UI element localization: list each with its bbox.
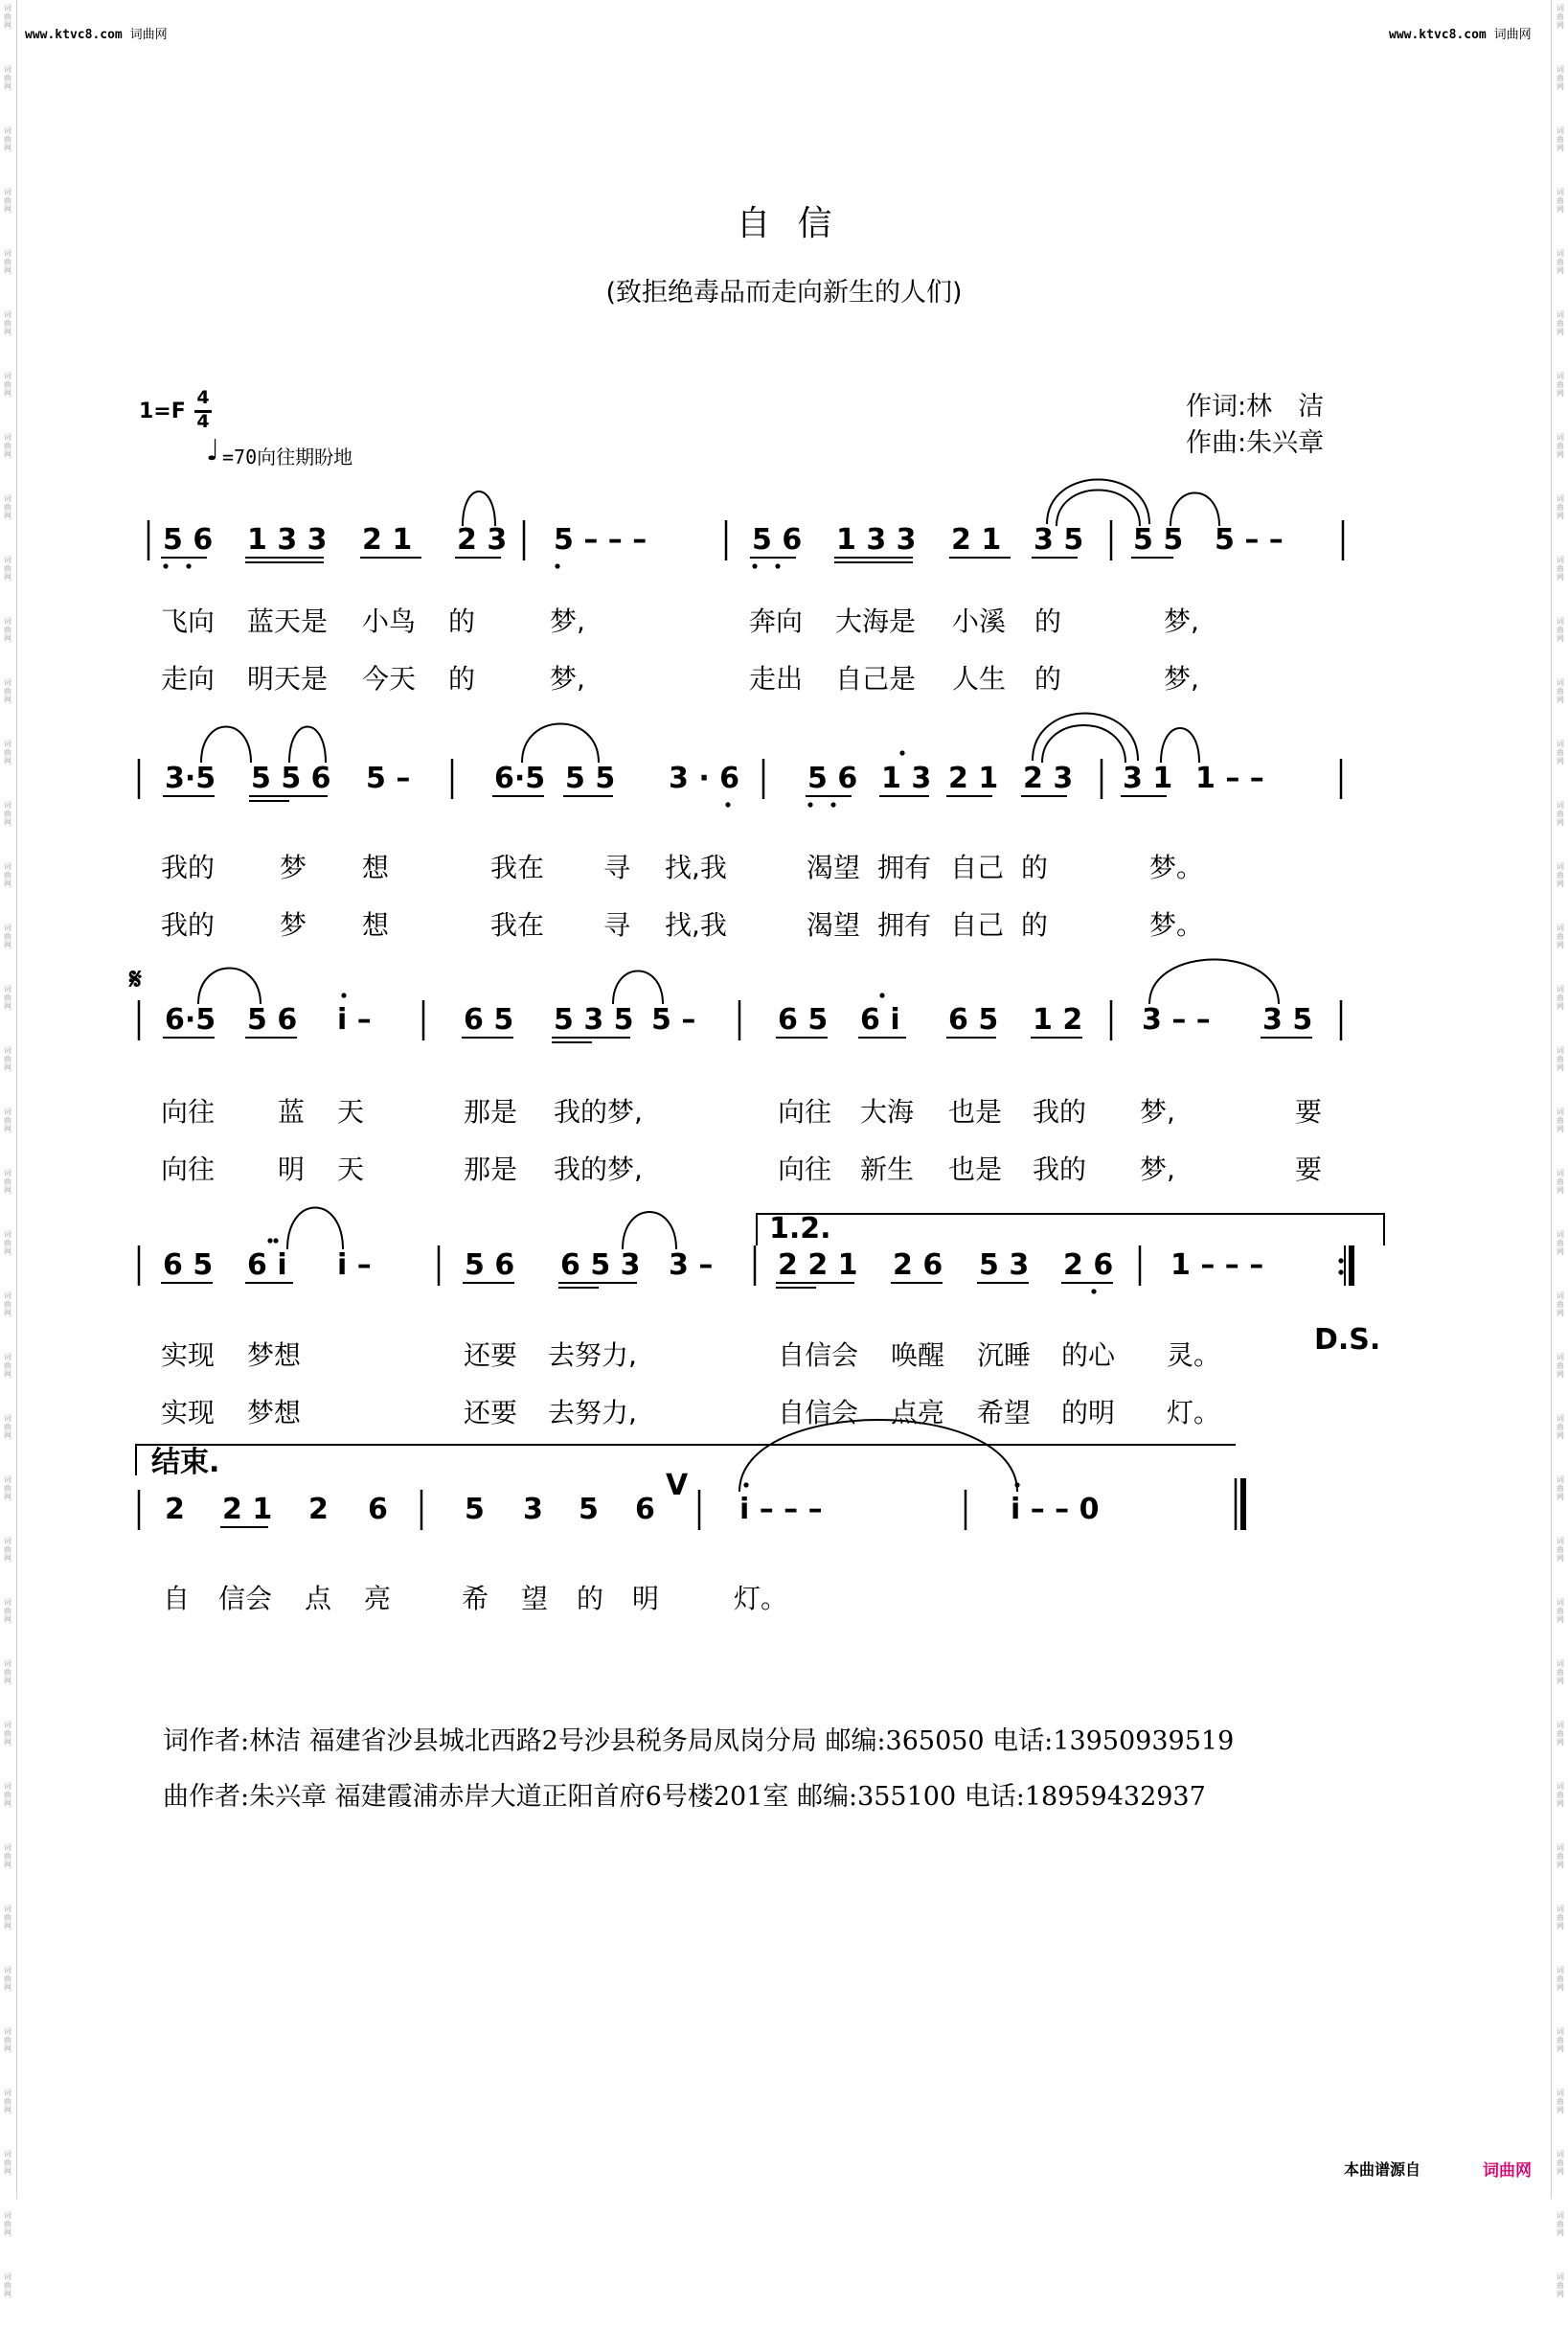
breath-mark: V [666, 1469, 689, 1502]
row4-note-group: 3 – [669, 1248, 714, 1282]
row1-note-group: 2 3 [457, 523, 508, 557]
lyric-row3-verse2: 向往 [161, 1154, 216, 1185]
lyric-row2-verse1: 梦 [280, 852, 307, 883]
lyricist-credit: 作词:林 洁 [1186, 392, 1325, 422]
lyric-row1-verse1: 飞向 [161, 605, 216, 637]
watermark-mark: 词 曲 网 [4, 1475, 11, 1501]
watermark-mark: 词 曲 网 [1557, 1291, 1564, 1317]
watermark-mark: 词 曲 网 [1557, 494, 1564, 520]
segno-sign: 𝄋 [129, 963, 142, 996]
watermark-mark: 词 曲 网 [4, 1966, 11, 1992]
lyric-row3-verse1: 我的 [1033, 1096, 1087, 1128]
slur-arc [289, 727, 326, 764]
row2-note-group: 2 1 [948, 762, 999, 795]
song-title: 自信 [736, 204, 859, 243]
row2-note-group: 5 5 6 [251, 762, 331, 795]
octave-dot [273, 1238, 278, 1243]
row3-note-group: 6·5 [165, 1003, 216, 1037]
watermark-mark: 词 曲 网 [1557, 1782, 1564, 1808]
header-right-site[interactable]: 词曲网 [1493, 28, 1532, 42]
watermark-mark: 词 曲 网 [4, 1721, 11, 1747]
watermark-mark: 词 曲 网 [4, 65, 11, 91]
watermark-mark: 词 曲 网 [4, 1414, 11, 1440]
lyric-row2-verse2: 想 [362, 909, 390, 941]
row3-note-group: 5 3 5 [554, 1003, 634, 1037]
time-signature-top: 4 [196, 387, 210, 408]
lyric-row5: 点 [305, 1583, 332, 1614]
row4-note-group: 6 i [247, 1248, 287, 1282]
header-right-url[interactable]: www.ktvc8.com [1389, 28, 1487, 42]
lyric-row2-verse2: 找,我 [665, 909, 727, 941]
octave-dot [267, 1238, 272, 1243]
watermark-mark: 词 曲 网 [1557, 801, 1564, 827]
lyric-row3-verse2: 我的 [1033, 1154, 1087, 1185]
row1-note-group: 5 6 [752, 523, 803, 557]
watermark-mark: 词 曲 网 [4, 1108, 11, 1133]
watermark-mark: 词 曲 网 [4, 310, 11, 336]
row1-note-group: 1 3 3 [836, 523, 917, 557]
watermark-mark: 词 曲 网 [4, 678, 11, 704]
lyric-row1-verse2: 走向 [161, 663, 216, 695]
slur-arc [1033, 714, 1138, 762]
row5-note-group: 6 [368, 1493, 388, 1526]
lyric-row3-verse1: 大海 [860, 1096, 915, 1128]
lyric-row1-verse1: 梦, [550, 605, 585, 637]
row1-note-group: 2 1 [951, 523, 1002, 557]
octave-dot [775, 563, 780, 568]
watermark-mark: 词 曲 网 [1557, 1659, 1564, 1685]
watermark-mark: 词 曲 网 [4, 1046, 11, 1072]
lyric-row2-verse2: 拥有 [877, 909, 932, 941]
watermark-mark: 词 曲 网 [1557, 1414, 1564, 1440]
composer-contact: 曲作者:朱兴章 福建霞浦赤岸大道正阳首府6号楼201室 邮编:355100 电话:18959432937 [163, 1782, 1206, 1812]
lyric-row2-verse2: 寻 [603, 909, 631, 941]
row3-note-group: i – [337, 1003, 372, 1037]
lyric-row1-verse2: 梦, [550, 663, 585, 695]
octave-dot [899, 750, 904, 755]
row5-note-group: 3 [523, 1493, 543, 1526]
lyric-row3-verse1: 天 [337, 1096, 365, 1128]
lyric-row1-verse1: 蓝天是 [247, 605, 329, 637]
row2-note-group: 1 – – [1195, 762, 1264, 795]
watermark-mark: 词 曲 网 [4, 1230, 11, 1256]
lyric-row5: 亮 [364, 1583, 392, 1614]
lyric-row2-verse1: 想 [362, 852, 390, 883]
octave-dot [1338, 1269, 1343, 1274]
watermark-mark: 词 曲 网 [1557, 1905, 1564, 1930]
slur-arc [198, 969, 261, 1005]
watermark-mark: 词 曲 网 [4, 372, 11, 398]
octave-dot [186, 563, 191, 568]
watermark-mark: 词 曲 网 [1557, 2150, 1564, 2176]
watermark-mark: 词 曲 网 [1557, 433, 1564, 459]
lyric-row4-verse1: 梦想 [247, 1339, 302, 1371]
row3-note-group: 1 2 [1033, 1003, 1083, 1037]
watermark-mark: 词 曲 网 [1557, 310, 1564, 336]
slur-arc [1161, 728, 1199, 763]
row2-note-group: 5 6 [807, 762, 858, 795]
lyric-row2-verse2: 自己 [950, 909, 1005, 941]
tempo-value: =70 [222, 445, 258, 468]
footer-site-link[interactable]: 词曲网 [1483, 2161, 1532, 2181]
watermark-mark: 词 曲 网 [4, 1905, 11, 1930]
slur-arc [623, 1212, 676, 1249]
lyric-row4-verse1: 灵。 [1167, 1339, 1221, 1371]
watermark-mark: 词 曲 网 [4, 1169, 11, 1195]
row4-note-group: 2 6 [1063, 1248, 1114, 1282]
lyric-row2-verse2: 梦。 [1149, 909, 1204, 941]
header-left-site[interactable]: 词曲网 [129, 28, 168, 42]
row5-note-group: 6 [635, 1493, 655, 1526]
lyric-row5: 望 [521, 1583, 549, 1614]
watermark-mark: 词 曲 网 [1557, 678, 1564, 704]
row3-note-group: 6 5 [778, 1003, 829, 1037]
slur-arc [463, 491, 495, 526]
octave-dot [555, 563, 559, 568]
row1-note-group: 2 1 [362, 523, 413, 557]
watermark-mark: 词 曲 网 [1557, 617, 1564, 643]
watermark-mark: 词 曲 网 [4, 2150, 11, 2176]
lyric-row2-verse1: 找,我 [665, 852, 727, 883]
lyric-row3-verse1: 那是 [464, 1096, 518, 1128]
watermark-mark: 词 曲 网 [4, 740, 11, 765]
octave-dot [725, 802, 730, 807]
watermark-mark: 词 曲 网 [1557, 740, 1564, 765]
lyric-row4-verse2: 的明 [1061, 1397, 1116, 1428]
row2-note-group: 3 · 6 [669, 762, 740, 795]
row1-note-group: 1 3 3 [247, 523, 328, 557]
watermark-mark: 词 曲 网 [1557, 126, 1564, 152]
lyric-row3-verse2: 那是 [464, 1154, 518, 1185]
watermark-mark: 词 曲 网 [1557, 1353, 1564, 1379]
lyric-row1-verse1: 小鸟 [362, 605, 417, 637]
row1-note-group: 3 5 [1034, 523, 1084, 557]
row5-note-group: 2 [165, 1493, 185, 1526]
watermark-mark: 词 曲 网 [1557, 1108, 1564, 1133]
watermark-mark: 词 曲 网 [1557, 1598, 1564, 1624]
watermark-mark: 词 曲 网 [4, 924, 11, 949]
row3-note-group: 3 5 [1262, 1003, 1313, 1037]
watermark-mark: 词 曲 网 [4, 1843, 11, 1869]
watermark-mark: 词 曲 网 [1557, 862, 1564, 888]
watermark-mark: 词 曲 网 [1557, 1046, 1564, 1072]
lyric-row5: 明 [632, 1583, 660, 1614]
row1-note-group: 5 – – [1215, 523, 1284, 557]
watermark-mark: 词 曲 网 [4, 1353, 11, 1379]
lyric-row3-verse2: 向往 [778, 1154, 832, 1185]
lyric-row3-verse1: 要 [1295, 1096, 1323, 1128]
watermark-mark: 词 曲 网 [1557, 556, 1564, 582]
watermark-mark: 词 曲 网 [1557, 2211, 1564, 2237]
row4-note-group: 5 3 [979, 1248, 1030, 1282]
volta-bracket [757, 1214, 1384, 1245]
watermark-mark: 词 曲 网 [4, 2089, 11, 2114]
lyric-row4-verse1: 去努力, [548, 1339, 637, 1371]
da-segno-label: D.S. [1314, 1323, 1381, 1357]
lyric-row4-verse1: 唤醒 [891, 1339, 945, 1371]
watermark-mark: 词 曲 网 [4, 1598, 11, 1624]
lyric-row5: 灯。 [734, 1583, 788, 1614]
watermark-mark: 词 曲 网 [4, 985, 11, 1011]
lyric-row3-verse1: 向往 [778, 1096, 832, 1128]
watermark-mark: 词 曲 网 [4, 249, 11, 275]
lyric-row4-verse1: 自信会 [778, 1339, 859, 1371]
lyricist-contact: 词作者:林洁 福建省沙县城北西路2号沙县税务局凤岗分局 邮编:365050 电话:13950939519 [163, 1726, 1235, 1756]
slur-arc [1170, 493, 1219, 527]
slur-arc [1057, 491, 1140, 527]
lyric-row1-verse1: 的 [1034, 605, 1062, 637]
watermark-mark: 词 曲 网 [1557, 1230, 1564, 1256]
footer-source: 本曲谱源自 [1344, 2160, 1421, 2179]
watermark-mark: 词 曲 网 [4, 433, 11, 459]
watermark-mark: 词 曲 网 [1557, 2089, 1564, 2114]
lyric-row3-verse1: 也是 [948, 1096, 1003, 1128]
octave-dot [743, 1482, 748, 1487]
lyric-row5: 自 [163, 1583, 191, 1614]
lyric-row5: 希 [462, 1583, 489, 1614]
row3-note-group: 6 5 [464, 1003, 514, 1037]
lyric-row1-verse2: 走出 [749, 663, 804, 695]
watermark-mark: 词 曲 网 [1557, 1537, 1564, 1563]
watermark-mark: 词 曲 网 [1557, 1475, 1564, 1501]
lyric-row2-verse1: 我在 [490, 852, 545, 883]
time-signature-bottom: 4 [196, 411, 210, 432]
row1-note-group: 5 5 [1133, 523, 1184, 557]
row2-note-group: 1 3 [881, 762, 932, 795]
lyric-row2-verse1: 渴望 [807, 852, 861, 883]
key-signature: 1=F [139, 400, 186, 423]
watermark-mark: 词 曲 网 [4, 556, 11, 582]
row3-note-group: 3 – – [1142, 1003, 1211, 1037]
lyric-row3-verse2: 要 [1295, 1154, 1323, 1185]
lyric-row4-verse2: 梦想 [247, 1397, 302, 1428]
watermark-mark: 词 曲 网 [4, 1782, 11, 1808]
lyric-row2-verse1: 的 [1021, 852, 1049, 883]
octave-dot [341, 993, 346, 997]
lyric-row1-verse1: 奔向 [749, 605, 804, 637]
row3-note-group: 6 5 [948, 1003, 999, 1037]
row5-note-group: 5 [579, 1493, 599, 1526]
lyric-row1-verse2: 的 [1034, 663, 1062, 695]
lyric-row1-verse1: 梦, [1164, 605, 1199, 637]
watermark-mark: 词 曲 网 [4, 2273, 11, 2298]
row5-note-group: 2 [308, 1493, 329, 1526]
row3-note-group: 5 6 [247, 1003, 298, 1037]
slur-arc [1047, 480, 1149, 525]
header-left-url[interactable]: www.ktvc8.com [25, 28, 123, 42]
ending-label: 结束. [151, 1446, 220, 1479]
row2-note-group: 5 – [366, 762, 411, 795]
watermark-mark: 词 曲 网 [1557, 1169, 1564, 1195]
expression-text: 向往期盼地 [257, 445, 353, 468]
lyric-row3-verse2: 我的梦, [554, 1154, 643, 1185]
lyric-row4-verse2: 自信会 [778, 1397, 859, 1428]
watermark-mark: 词 曲 网 [1557, 372, 1564, 398]
watermark-mark: 词 曲 网 [4, 617, 11, 643]
lyric-row4-verse1: 实现 [161, 1339, 216, 1371]
row4-note-group: i – [337, 1248, 372, 1282]
lyric-row1-verse2: 自己是 [835, 663, 917, 695]
row2-note-group: 5 5 [565, 762, 616, 795]
lyric-row5: 的 [577, 1583, 604, 1614]
watermark-mark: 词 曲 网 [1557, 985, 1564, 1011]
row4-note-group: 5 6 [465, 1248, 515, 1282]
lyric-row2-verse1: 寻 [603, 852, 631, 883]
row2-note-group: 3 1 [1123, 762, 1173, 795]
lyric-row2-verse2: 我在 [490, 909, 545, 941]
watermark-mark: 词 曲 网 [4, 1659, 11, 1685]
lyric-row4-verse2: 灯。 [1167, 1397, 1221, 1428]
watermark-mark: 词 曲 网 [4, 4, 11, 30]
row2-note-group: 3·5 [165, 762, 216, 795]
lyric-row4-verse1: 还要 [464, 1339, 518, 1371]
watermark-mark: 词 曲 网 [4, 801, 11, 827]
row4-note-group: 6 5 3 [560, 1248, 641, 1282]
lyric-row3-verse1: 我的梦, [554, 1096, 643, 1128]
lyric-row5: 信会 [218, 1583, 273, 1614]
lyric-row2-verse2: 渴望 [807, 909, 861, 941]
watermark-mark: 词 曲 网 [1557, 924, 1564, 949]
song-subtitle: (致拒绝毒品而走向新生的人们) [605, 278, 963, 308]
row4-note-group: 1 – – – [1170, 1248, 1264, 1282]
watermark-mark: 词 曲 网 [4, 188, 11, 214]
lyric-row4-verse2: 点亮 [891, 1397, 945, 1428]
slur-arc [522, 724, 599, 764]
slur-arc [287, 1208, 343, 1250]
watermark-mark: 词 曲 网 [4, 862, 11, 888]
lyric-row3-verse1: 向往 [161, 1096, 216, 1128]
watermark-mark: 词 曲 网 [1557, 188, 1564, 214]
lyric-row1-verse2: 人生 [952, 663, 1007, 695]
lyric-row4-verse2: 还要 [464, 1397, 518, 1428]
lyric-row2-verse1: 自己 [950, 852, 1005, 883]
slur-arc [739, 1420, 1017, 1492]
row1-note-group: 5 6 [163, 523, 214, 557]
lyric-row1-verse2: 梦, [1164, 663, 1199, 695]
lyric-row3-verse2: 梦, [1140, 1154, 1175, 1185]
octave-dot [752, 563, 757, 568]
lyric-row4-verse1: 沉睡 [977, 1339, 1032, 1371]
watermark-mark: 词 曲 网 [1557, 1721, 1564, 1747]
row4-note-group: 2 2 1 [778, 1248, 858, 1282]
watermark-mark: 词 曲 网 [4, 2027, 11, 2053]
row5-note-group: 2 1 [222, 1493, 273, 1526]
lyric-row1-verse1: 小溪 [952, 605, 1007, 637]
watermark-mark: 词 曲 网 [4, 494, 11, 520]
slur-arc [1149, 960, 1279, 1005]
row2-note-group: 6·5 [494, 762, 546, 795]
lyric-row1-verse1: 大海是 [835, 605, 917, 637]
lyric-row3-verse1: 蓝 [278, 1096, 306, 1128]
octave-dot [1338, 1258, 1343, 1263]
lyric-row2-verse2: 梦 [280, 909, 307, 941]
watermark-mark: 词 曲 网 [1557, 2273, 1564, 2298]
watermark-mark: 词 曲 网 [4, 2211, 11, 2237]
slur-arc [613, 971, 663, 1005]
octave-dot [807, 802, 812, 807]
lyric-row2-verse1: 我的 [161, 852, 216, 883]
octave-dot [163, 563, 168, 568]
watermark-mark: 词 曲 网 [4, 126, 11, 152]
lyric-row2-verse2: 的 [1021, 909, 1049, 941]
octave-dot [1091, 1289, 1096, 1293]
lyric-row1-verse2: 的 [448, 663, 476, 695]
lyric-row3-verse2: 明 [278, 1154, 306, 1185]
lyric-row4-verse1: 的心 [1061, 1339, 1116, 1371]
lyric-row3-verse2: 天 [337, 1154, 365, 1185]
slur-arc [1042, 725, 1125, 763]
lyric-row4-verse2: 希望 [977, 1397, 1032, 1428]
row4-note-group: 6 5 [163, 1248, 214, 1282]
lyric-row3-verse2: 新生 [860, 1154, 915, 1185]
lyric-row4-verse2: 实现 [161, 1397, 216, 1428]
volta-label: 1.2. [769, 1212, 831, 1245]
lyric-row4-verse2: 去努力, [548, 1397, 637, 1428]
row2-note-group: 2 3 [1023, 762, 1074, 795]
watermark-mark: 词 曲 网 [1557, 249, 1564, 275]
row3-note-group: 5 – [651, 1003, 696, 1037]
watermark-mark: 词 曲 网 [1557, 1843, 1564, 1869]
slur-arc [201, 727, 251, 764]
watermark-mark: 词 曲 网 [1557, 65, 1564, 91]
octave-dot [879, 993, 884, 997]
watermark-mark: 词 曲 网 [4, 1291, 11, 1317]
row1-note-group: 5 – – – [554, 523, 648, 557]
lyric-row2-verse1: 拥有 [877, 852, 932, 883]
lyric-row1-verse1: 的 [448, 605, 476, 637]
lyric-row2-verse1: 梦。 [1149, 852, 1204, 883]
composer-credit: 作曲:朱兴章 [1186, 428, 1325, 458]
watermark-mark: 词 曲 网 [1557, 2027, 1564, 2053]
row5-note-group: i – – – [739, 1493, 823, 1526]
quarter-note-icon: ♩ [206, 434, 220, 468]
watermark-mark: 词 曲 网 [4, 1537, 11, 1563]
watermark-mark: 词 曲 网 [1557, 4, 1564, 30]
row3-note-group: 6 i [860, 1003, 900, 1037]
watermark-mark: 词 曲 网 [1557, 1966, 1564, 1992]
lyric-row1-verse2: 明天是 [247, 663, 329, 695]
lyric-row1-verse2: 今天 [362, 663, 417, 695]
lyric-row2-verse2: 我的 [161, 909, 216, 941]
lyric-row3-verse2: 也是 [948, 1154, 1003, 1185]
octave-dot [830, 802, 835, 807]
row4-note-group: 2 6 [893, 1248, 943, 1282]
row5-note-group: 5 [465, 1493, 485, 1526]
row5-note-group: i – – 0 [1011, 1493, 1100, 1526]
lyric-row3-verse1: 梦, [1140, 1096, 1175, 1128]
